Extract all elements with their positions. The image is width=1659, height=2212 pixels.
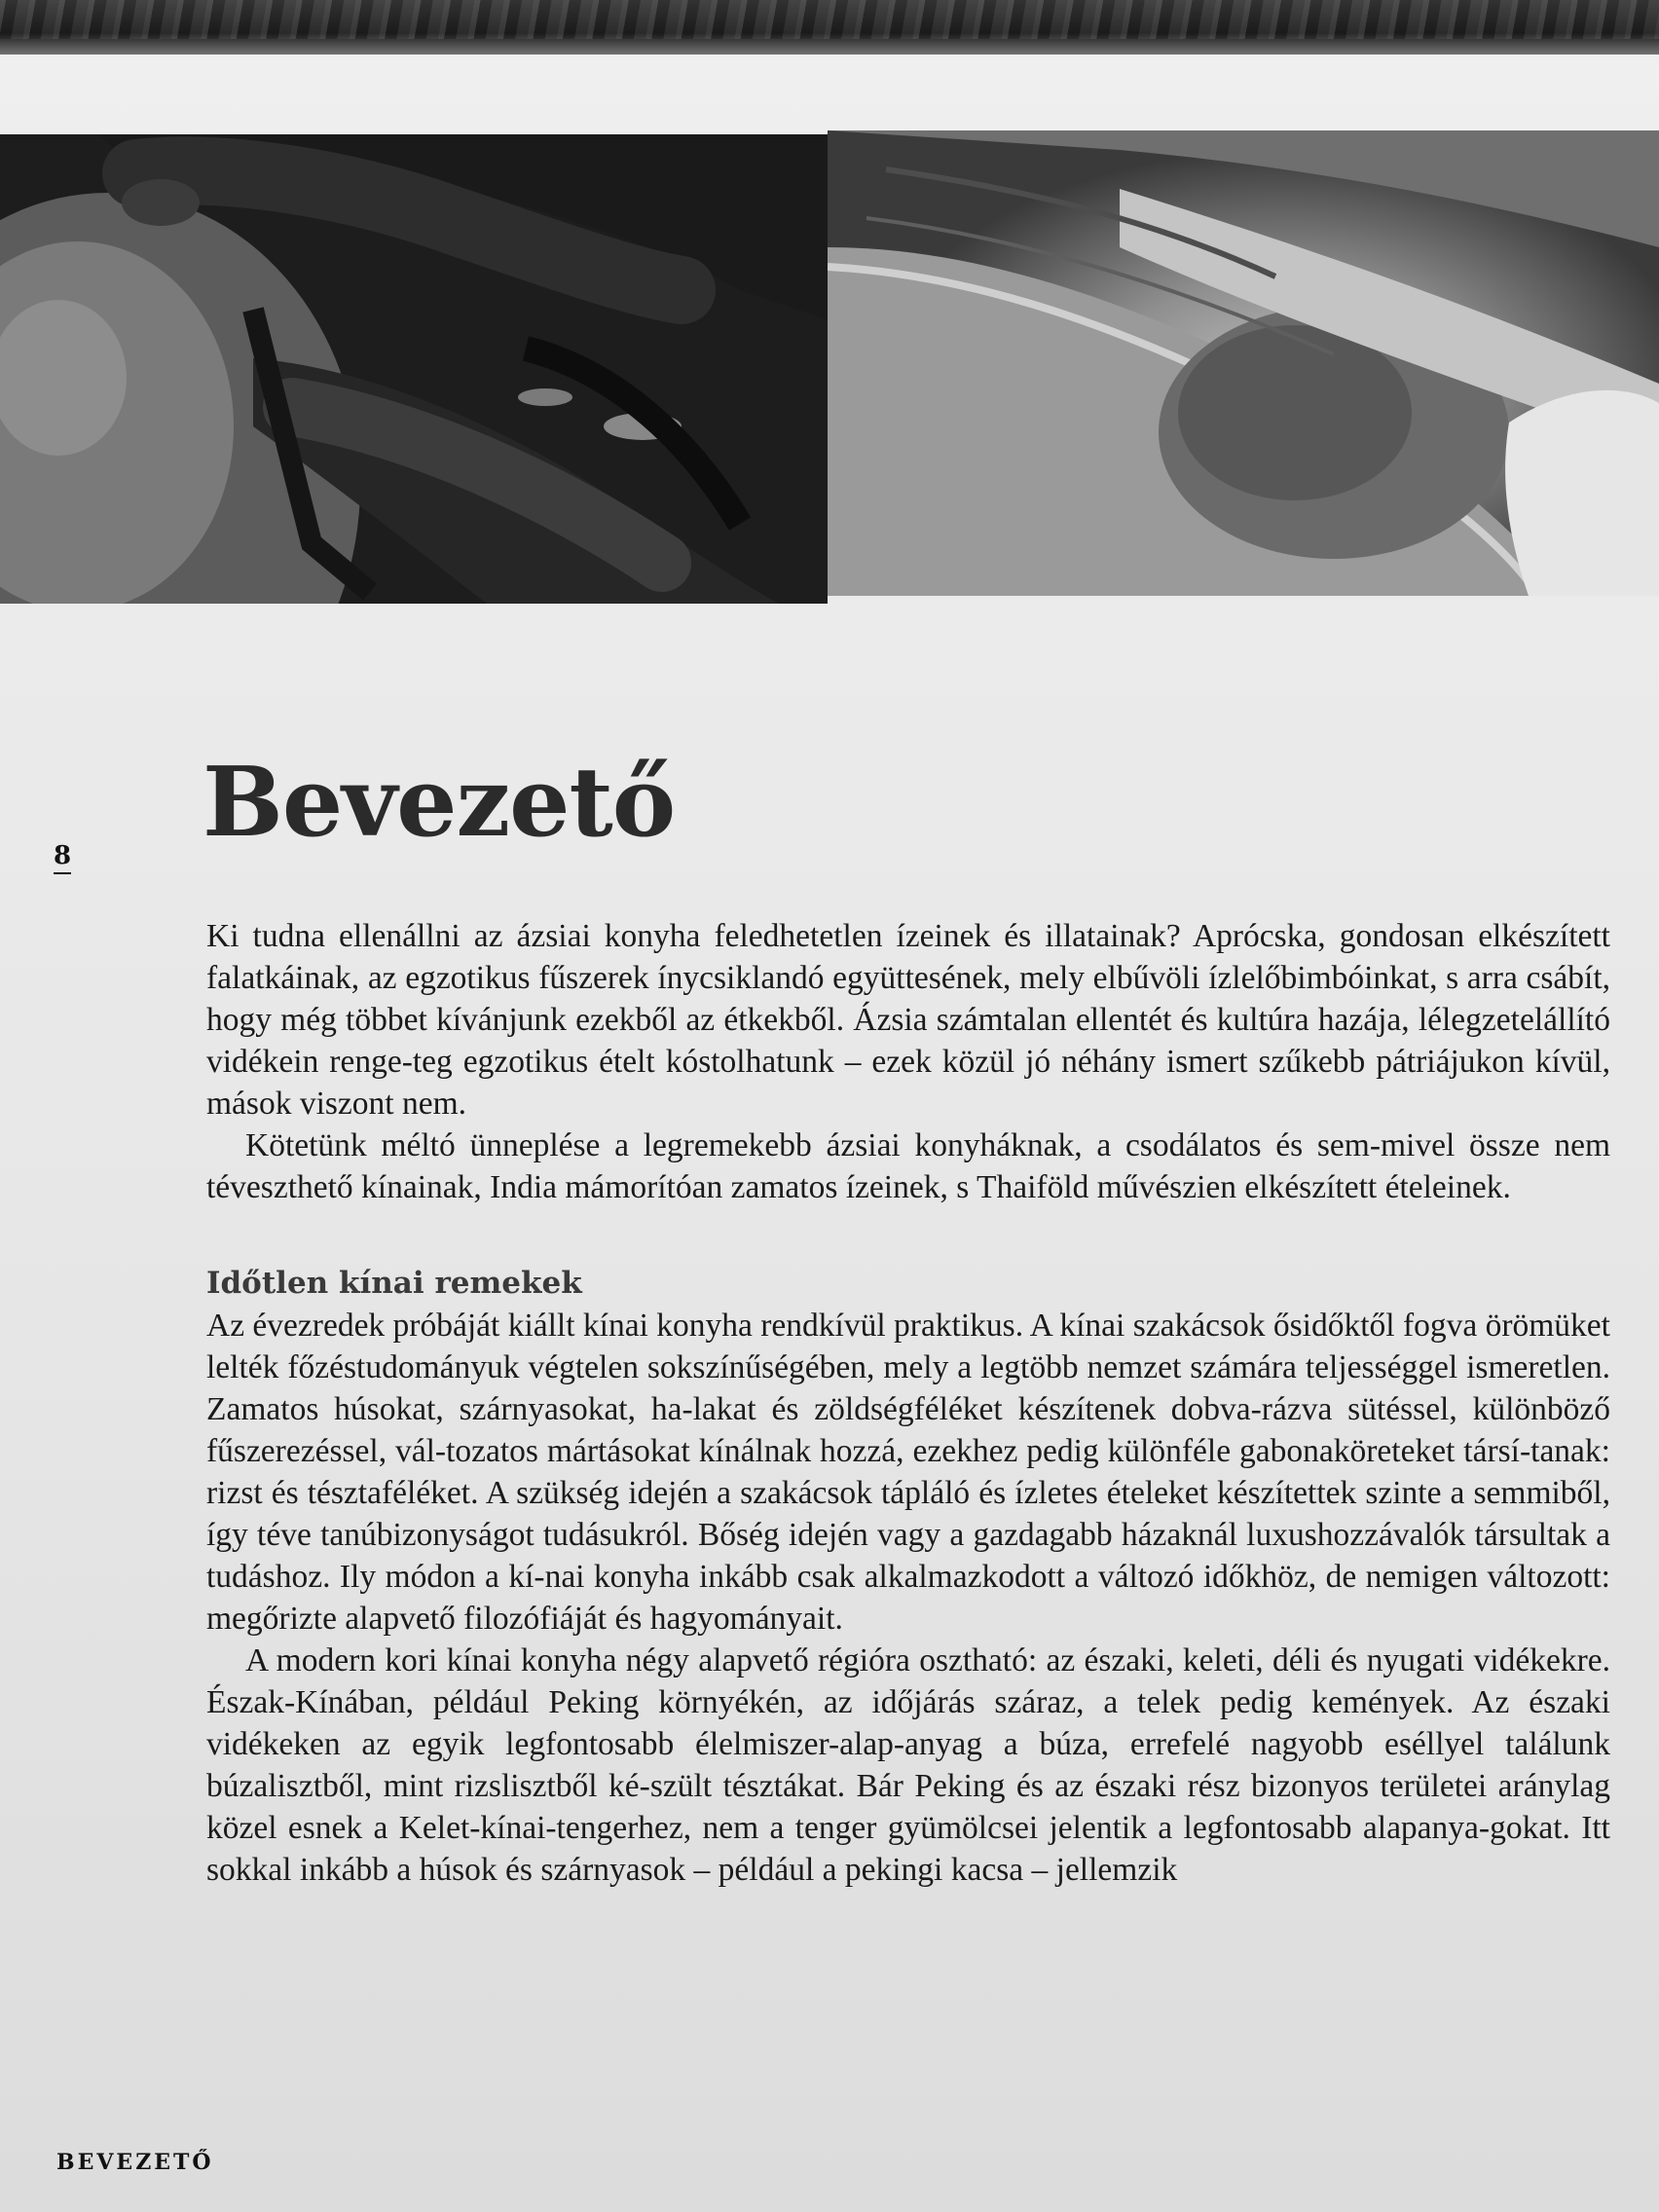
body-text — [206, 915, 1610, 1891]
page-number: 8 — [54, 841, 71, 874]
section-paragraph-2: A modern kori kínai konyha négy alapvető régióra osztható: az északi, keleti, déli és nyugati vidékekre. Észak-Kínában, például Peking környékén, az időjárás száraz, a telek pedig kemények. Az északi vidékeken az egyik legfontosabb élelmiszer-alap-anyag a búza, errefelé nagyobb eséllyel találunk búzalisztből, mint rizslisztből ké-szült tésztákat. Bár Peking és az északi rész bizonyos területei aránylag közel esnek a Kelet-kínai-tengerhez, nem a tenger gyümölcsei jelentik a legfontosabb alapanya-gokat. Itt sokkal inkább a húsok és szárnyasok – például a pekingi kacsa – jellemzik — [206, 1642, 1610, 1888]
photo-chili-peppers — [0, 134, 828, 604]
intro-paragraph-2: Kötetünk méltó ünneplése a legremekebb ázsiai konyháknak, a csodálatos és sem-mivel össze nem téveszthető kínainak, India mámorítóan zamatos ízeinek, s Thaiföld művészien elkészített ételeinek. — [206, 1127, 1610, 1205]
photo-cabbage-leaves — [828, 130, 1659, 596]
page-title: Bevezető — [203, 747, 676, 859]
section-paragraph-1: Az évezredek próbáját kiállt kínai konyha rendkívül praktikus. A kínai szakácsok ősidőktől fogva örömüket lelték főzéstudományuk végtelen sokszínűségében, mely a legtöbb nemzet számára teljességgel ismeretlen. Zamatos húsokat, szárnyasokat, ha-lakat és zöldségféléket készítenek dobva-rázva sütéssel, különböző fűszerezéssel, vál-tozatos mártásokat kínálnak hozzá, ezekhez pedig különféle gabonaköreteket társí-tanak: rizst és tésztaféléket. A szükség idején a szakácsok tápláló és ízletes ételeket készítettek szinte a semmiből, így téve tanúbizonyságot tudásukról. Bőség idején vagy a gazdagabb házaknál luxushozzávalók társultak a tudáshoz. Ily módon a kí-nai konyha inkább csak alkalmazkodott a változó időkhöz, de nemigen változott: megőrizte alapvető filozófiáját és hagyományait. — [206, 1308, 1610, 1637]
chili-peppers-illustration — [0, 134, 828, 604]
top-strip-texture — [0, 0, 1659, 39]
intro-paragraph-1: Ki tudna ellenállni az ázsiai konyha feledhetetlen ízeinek és illatainak? Aprócska, gondosan elkészített falatkáinak, az egzotikus fűszerek ínycsiklandó együttesének, mely elbűvöli ízlelőbimbóinkat, s arra csábít, hogy még többet kívánjunk ezekből az étkekből. Ázsia számtalan ellentét és kultúra hazája, lélegzetelállító vidékein renge-teg egzotikus ételt kóstolhatunk – ezek közül jó néhány ismert szűkebb pátriájukon kívül, mások viszont nem. — [206, 918, 1610, 1122]
top-photo-strip — [0, 0, 1659, 60]
running-footer: BEVEZETŐ — [56, 2150, 214, 2175]
section-heading: Időtlen kínai remekek — [206, 1266, 582, 1301]
cabbage-leaves-illustration — [828, 130, 1659, 596]
